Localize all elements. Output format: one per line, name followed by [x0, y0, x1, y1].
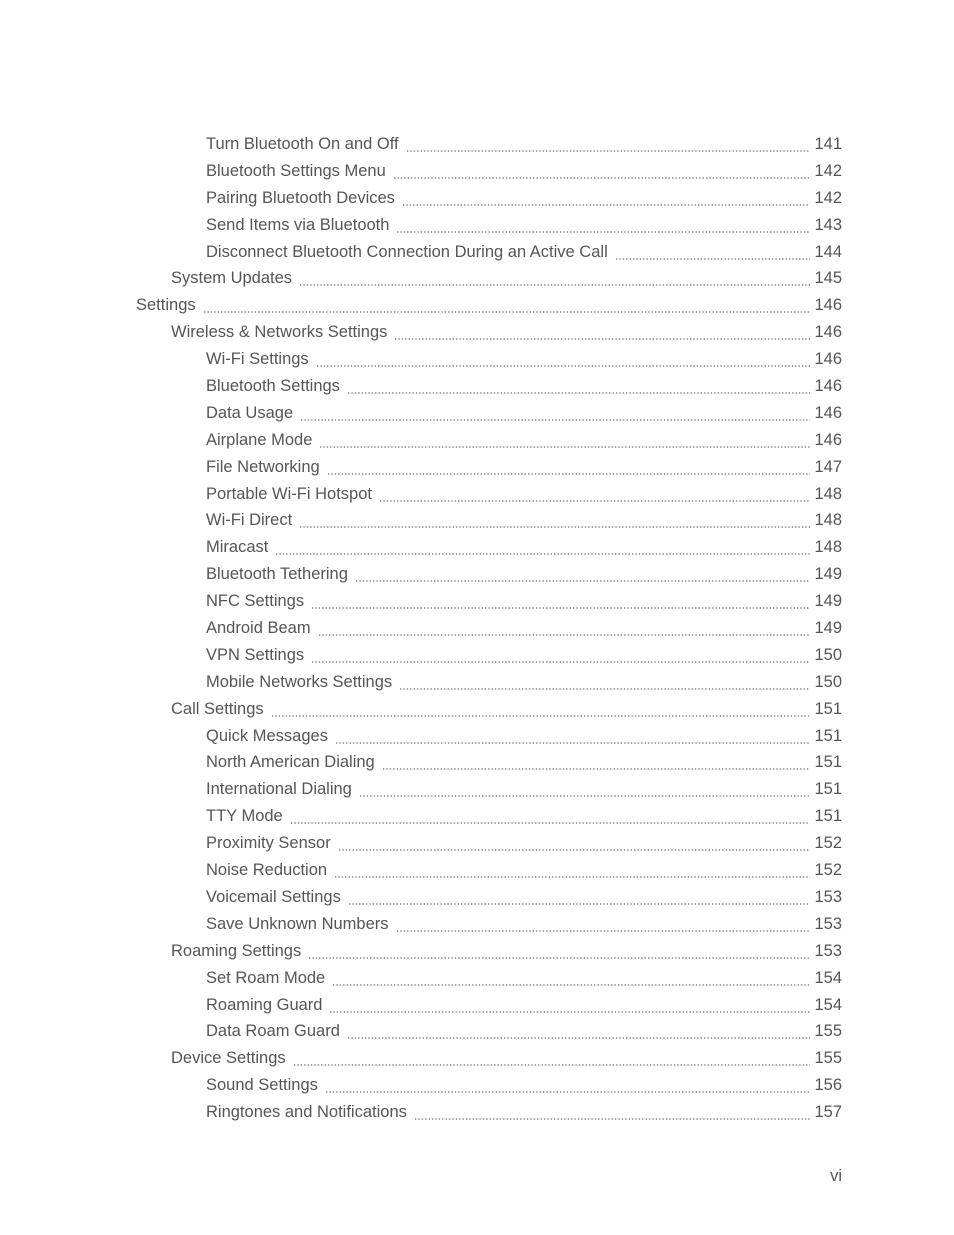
toc-entry[interactable]: [0, 158, 954, 185]
toc-dot-leader: [318, 615, 811, 642]
toc-entry[interactable]: [0, 1099, 954, 1126]
toc-dot-leader: [399, 669, 810, 696]
toc-entry-page: 146: [814, 377, 842, 396]
toc-entry-title: Mobile Networks Settings: [206, 672, 393, 691]
toc-entry[interactable]: [0, 131, 954, 158]
toc-entry[interactable]: [0, 319, 954, 346]
toc-dot-leader: [334, 857, 810, 884]
table-of-contents: [0, 131, 954, 1126]
toc-entry-page: 151: [814, 807, 842, 826]
toc-entry[interactable]: [0, 427, 954, 454]
toc-dot-leader: [300, 400, 810, 427]
toc-entry-page: 146: [814, 296, 842, 315]
toc-entry-page: 156: [814, 1076, 842, 1095]
toc-entry-page: 151: [814, 726, 842, 745]
toc-dot-leader: [382, 749, 811, 776]
toc-entry-title: Miracast: [206, 538, 269, 557]
toc-entry-page: 146: [814, 430, 842, 449]
toc-entry-page: 145: [814, 269, 842, 288]
toc-entry-title: Proximity Sensor: [206, 834, 331, 853]
toc-dot-leader: [394, 319, 810, 346]
toc-entry-page: 149: [814, 565, 842, 584]
toc-entry-page: 155: [814, 1022, 842, 1041]
toc-entry[interactable]: [0, 292, 954, 319]
toc-entry-title: Ringtones and Notifications: [206, 1103, 407, 1122]
toc-entry-title: Roaming Settings: [171, 941, 302, 960]
toc-entry[interactable]: [0, 185, 954, 212]
toc-dot-leader: [308, 938, 810, 965]
toc-dot-leader: [325, 1072, 811, 1099]
toc-entry[interactable]: [0, 346, 954, 373]
toc-entry[interactable]: [0, 803, 954, 830]
toc-entry[interactable]: [0, 884, 954, 911]
toc-entry-title: Bluetooth Settings Menu: [206, 161, 386, 180]
toc-entry-title: Wi-Fi Direct: [206, 511, 293, 530]
toc-entry[interactable]: [0, 669, 954, 696]
toc-entry[interactable]: [0, 911, 954, 938]
toc-entry-title: System Updates: [171, 269, 293, 288]
toc-dot-leader: [402, 185, 811, 212]
toc-entry[interactable]: [0, 507, 954, 534]
toc-entry-title: Sound Settings: [206, 1076, 318, 1095]
toc-dot-leader: [271, 696, 811, 723]
toc-entry-title: Wi-Fi Settings: [206, 350, 309, 369]
toc-entry-page: 150: [814, 645, 842, 664]
toc-entry-page: 147: [814, 457, 842, 476]
toc-entry-page: 157: [814, 1103, 842, 1122]
toc-dot-leader: [275, 534, 810, 561]
toc-entry-title: TTY Mode: [206, 807, 283, 826]
toc-entry[interactable]: [0, 830, 954, 857]
toc-entry[interactable]: [0, 696, 954, 723]
toc-entry-page: 154: [814, 968, 842, 987]
toc-dot-leader: [347, 373, 811, 400]
toc-entry-title: Send Items via Bluetooth: [206, 215, 390, 234]
toc-entry-title: Settings: [136, 296, 196, 315]
toc-entry[interactable]: [0, 265, 954, 292]
toc-entry[interactable]: [0, 1072, 954, 1099]
toc-entry-page: 153: [814, 941, 842, 960]
toc-entry-title: Data Usage: [206, 403, 294, 422]
toc-entry[interactable]: [0, 776, 954, 803]
toc-dot-leader: [203, 292, 811, 319]
toc-dot-leader: [414, 1099, 811, 1126]
toc-dot-leader: [406, 131, 811, 158]
toc-entry-page: 146: [814, 323, 842, 342]
toc-entry[interactable]: [0, 373, 954, 400]
toc-entry[interactable]: [0, 857, 954, 884]
toc-entry-title: Portable Wi-Fi Hotspot: [206, 484, 372, 503]
toc-entry[interactable]: [0, 454, 954, 481]
toc-entry-page: 149: [814, 592, 842, 611]
toc-entry-title: Save Unknown Numbers: [206, 914, 389, 933]
toc-entry-title: Airplane Mode: [206, 430, 313, 449]
toc-entry-page: 150: [814, 672, 842, 691]
toc-entry-title: Call Settings: [171, 699, 264, 718]
toc-entry-title: Wireless & Networks Settings: [171, 323, 388, 342]
toc-dot-leader: [319, 427, 810, 454]
toc-entry-title: Device Settings: [171, 1049, 286, 1068]
toc-dot-leader: [359, 776, 811, 803]
toc-entry[interactable]: [0, 212, 954, 239]
toc-entry-page: 151: [814, 753, 842, 772]
toc-entry-title: International Dialing: [206, 780, 352, 799]
toc-entry-page: 152: [814, 861, 842, 880]
toc-dot-leader: [316, 346, 811, 373]
toc-dot-leader: [396, 911, 811, 938]
toc-entry-page: 151: [814, 699, 842, 718]
toc-dot-leader: [329, 992, 810, 1019]
toc-entry[interactable]: [0, 481, 954, 508]
toc-dot-leader: [327, 454, 811, 481]
toc-entry-page: 141: [814, 135, 842, 153]
toc-entry-title: Noise Reduction: [206, 861, 328, 880]
toc-entry[interactable]: [0, 938, 954, 965]
toc-dot-leader: [379, 481, 811, 508]
toc-entry[interactable]: [0, 965, 954, 992]
toc-dot-leader: [335, 723, 811, 750]
toc-entry-title: Roaming Guard: [206, 995, 323, 1014]
toc-entry-title: Disconnect Bluetooth Connection During an Active Call: [206, 242, 608, 261]
toc-entry-title: Data Roam Guard: [206, 1022, 340, 1041]
toc-dot-leader: [355, 561, 811, 588]
toc-entry-page: 149: [814, 619, 842, 638]
toc-dot-leader: [293, 1045, 811, 1072]
toc-dot-leader: [347, 1018, 811, 1045]
toc-entry-title: VPN Settings: [206, 645, 305, 664]
toc-entry-page: 148: [814, 538, 842, 557]
toc-entry-page: 148: [814, 484, 842, 503]
toc-entry-page: 153: [814, 914, 842, 933]
toc-entry-title: Turn Bluetooth On and Off: [206, 135, 399, 153]
toc-dot-leader: [311, 588, 810, 615]
toc-entry-title: File Networking: [206, 457, 320, 476]
toc-entry-page: 143: [814, 215, 842, 234]
toc-entry-page: 155: [814, 1049, 842, 1068]
toc-dot-leader: [338, 830, 811, 857]
toc-entry[interactable]: [0, 615, 954, 642]
toc-entry[interactable]: [0, 400, 954, 427]
toc-dot-leader: [299, 265, 810, 292]
toc-dot-leader: [299, 507, 810, 534]
toc-entry-page: 146: [814, 350, 842, 369]
toc-entry-page: 153: [814, 887, 842, 906]
toc-dot-leader: [615, 239, 811, 266]
toc-entry-page: 148: [814, 511, 842, 530]
toc-dot-leader: [311, 642, 810, 669]
toc-dot-leader: [332, 965, 810, 992]
toc-entry[interactable]: [0, 749, 954, 776]
toc-entry-title: Bluetooth Tethering: [206, 565, 348, 584]
toc-entry-page: 151: [814, 780, 842, 799]
toc-dot-leader: [348, 884, 811, 911]
toc-entry-title: Quick Messages: [206, 726, 328, 745]
toc-dot-leader: [396, 212, 810, 239]
toc-entry-page: 142: [814, 161, 842, 180]
toc-dot-leader: [290, 803, 811, 830]
page-number: vi: [830, 1167, 842, 1185]
toc-entry[interactable]: [0, 1045, 954, 1072]
toc-entry[interactable]: [0, 642, 954, 669]
toc-entry-title: NFC Settings: [206, 592, 305, 611]
toc-dot-leader: [393, 158, 811, 185]
toc-entry-title: Set Roam Mode: [206, 968, 326, 987]
toc-entry-title: Android Beam: [206, 619, 311, 638]
toc-entry-page: 154: [814, 995, 842, 1014]
toc-entry-page: 144: [814, 242, 842, 261]
toc-entry[interactable]: [0, 1018, 954, 1045]
toc-entry[interactable]: [0, 561, 954, 588]
toc-entry[interactable]: [0, 239, 954, 266]
toc-entry-title: Pairing Bluetooth Devices: [206, 188, 395, 207]
toc-entry[interactable]: [0, 723, 954, 750]
toc-entry-page: 142: [814, 188, 842, 207]
toc-entry-title: Voicemail Settings: [206, 887, 341, 906]
toc-entry[interactable]: [0, 534, 954, 561]
toc-entry[interactable]: [0, 992, 954, 1019]
toc-entry[interactable]: [0, 588, 954, 615]
toc-entry-title: North American Dialing: [206, 753, 375, 772]
toc-entry-page: 146: [814, 403, 842, 422]
toc-entry-page: 152: [814, 834, 842, 853]
toc-entry-title: Bluetooth Settings: [206, 377, 340, 396]
